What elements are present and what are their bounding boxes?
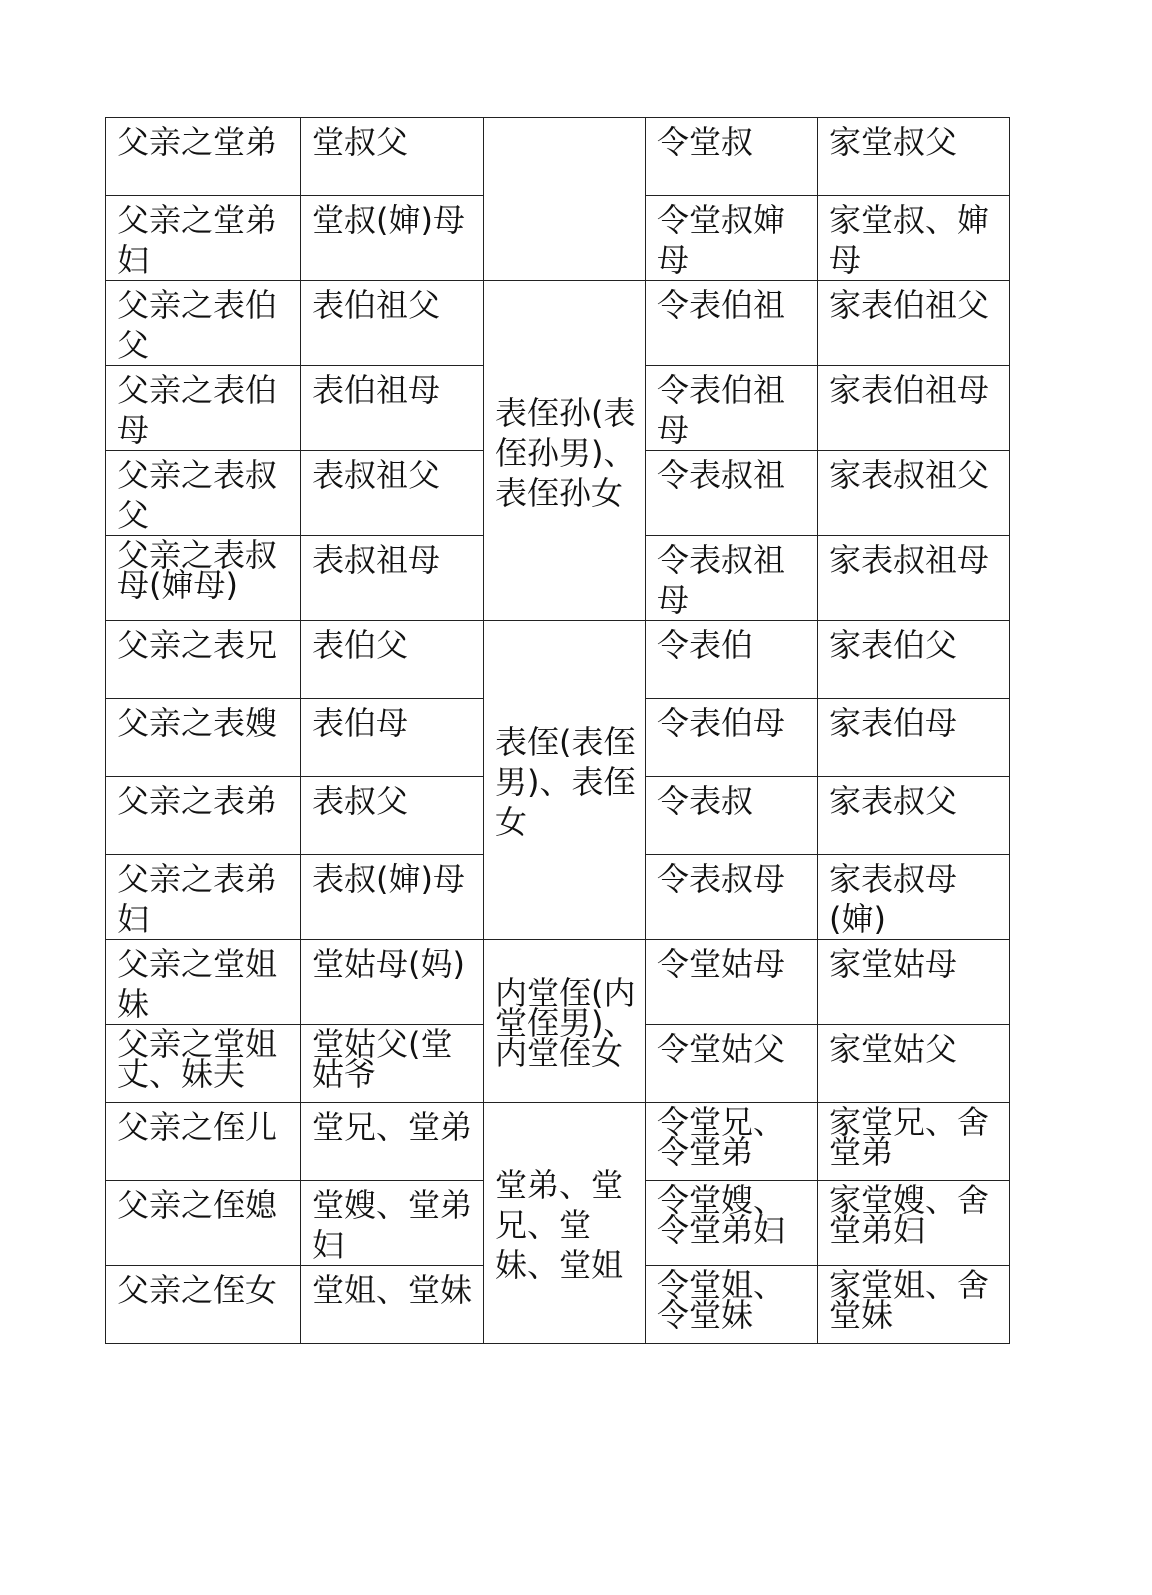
relation-cell: 父亲之侄媳 [106,1181,301,1266]
honorific-cell: 令堂嫂、令堂弟妇 [646,1181,818,1266]
humble-cell: 家表伯祖父 [818,281,1010,366]
kinship-table [105,117,1010,1344]
honorific-cell: 令表叔 [646,777,818,855]
honorific-cell: 令堂叔婶母 [646,196,818,281]
honorific-cell: 令堂叔 [646,118,818,196]
address-cell: 表伯祖父 [301,281,484,366]
address-cell: 表伯祖母 [301,366,484,451]
address-cell: 表伯母 [301,699,484,777]
humble-cell: 家表叔父 [818,777,1010,855]
address-cell: 表叔祖父 [301,451,484,536]
table-row [106,281,1010,366]
honorific-cell: 令表伯母 [646,699,818,777]
honorific-cell: 令堂兄、令堂弟 [646,1103,818,1181]
table-row [106,118,1010,196]
self-reference-cell [484,118,646,281]
humble-cell: 家表叔母(婶) [818,855,1010,940]
address-cell: 表叔父 [301,777,484,855]
table-row [106,621,1010,699]
address-cell: 表叔祖母 [301,536,484,621]
address-cell: 堂叔(婶)母 [301,196,484,281]
address-cell: 堂兄、堂弟 [301,1103,484,1181]
relation-cell: 父亲之堂姐丈、妹夫 [106,1025,301,1103]
honorific-cell: 令堂姑父 [646,1025,818,1103]
table-row [106,1103,1010,1181]
honorific-cell: 令堂姑母 [646,940,818,1025]
honorific-cell: 令表叔祖母 [646,536,818,621]
address-cell: 堂姐、堂妹 [301,1266,484,1344]
humble-cell: 家表伯祖母 [818,366,1010,451]
address-cell: 堂姑母(妈) [301,940,484,1025]
relation-cell: 父亲之侄女 [106,1266,301,1344]
humble-cell: 家表叔祖母 [818,536,1010,621]
humble-cell: 家堂叔、婶母 [818,196,1010,281]
self-reference-cell: 表侄(表侄男)、表侄女 [484,621,646,940]
relation-cell: 父亲之侄儿 [106,1103,301,1181]
humble-cell: 家堂兄、舍堂弟 [818,1103,1010,1181]
relation-cell: 父亲之表嫂 [106,699,301,777]
address-cell: 表叔(婶)母 [301,855,484,940]
humble-cell: 家表伯母 [818,699,1010,777]
relation-cell: 父亲之堂弟妇 [106,196,301,281]
humble-cell: 家堂姐、舍堂妹 [818,1266,1010,1344]
relation-cell: 父亲之堂姐妹 [106,940,301,1025]
address-cell: 堂叔父 [301,118,484,196]
relation-cell: 父亲之表伯父 [106,281,301,366]
address-cell: 表伯父 [301,621,484,699]
address-cell: 堂姑父(堂姑爷 [301,1025,484,1103]
humble-cell: 家堂嫂、舍堂弟妇 [818,1181,1010,1266]
humble-cell: 家堂叔父 [818,118,1010,196]
relation-cell: 父亲之表弟 [106,777,301,855]
table-row [106,940,1010,1025]
humble-cell: 家表叔祖父 [818,451,1010,536]
address-cell: 堂嫂、堂弟妇 [301,1181,484,1266]
self-reference-cell: 堂弟、堂兄、堂妹、堂姐 [484,1103,646,1344]
honorific-cell: 令表叔母 [646,855,818,940]
relation-cell: 父亲之表弟妇 [106,855,301,940]
self-reference-cell: 内堂侄(内堂侄男)、内堂侄女 [484,940,646,1103]
self-reference-cell: 表侄孙(表侄孙男)、表侄孙女 [484,281,646,621]
humble-cell: 家堂姑父 [818,1025,1010,1103]
honorific-cell: 令表伯祖母 [646,366,818,451]
relation-cell: 父亲之堂弟 [106,118,301,196]
honorific-cell: 令表伯 [646,621,818,699]
honorific-cell: 令表叔祖 [646,451,818,536]
humble-cell: 家堂姑母 [818,940,1010,1025]
relation-cell: 父亲之表叔母(婶母) [106,536,301,621]
honorific-cell: 令堂姐、令堂妹 [646,1266,818,1344]
humble-cell: 家表伯父 [818,621,1010,699]
relation-cell: 父亲之表兄 [106,621,301,699]
honorific-cell: 令表伯祖 [646,281,818,366]
relation-cell: 父亲之表叔父 [106,451,301,536]
relation-cell: 父亲之表伯母 [106,366,301,451]
